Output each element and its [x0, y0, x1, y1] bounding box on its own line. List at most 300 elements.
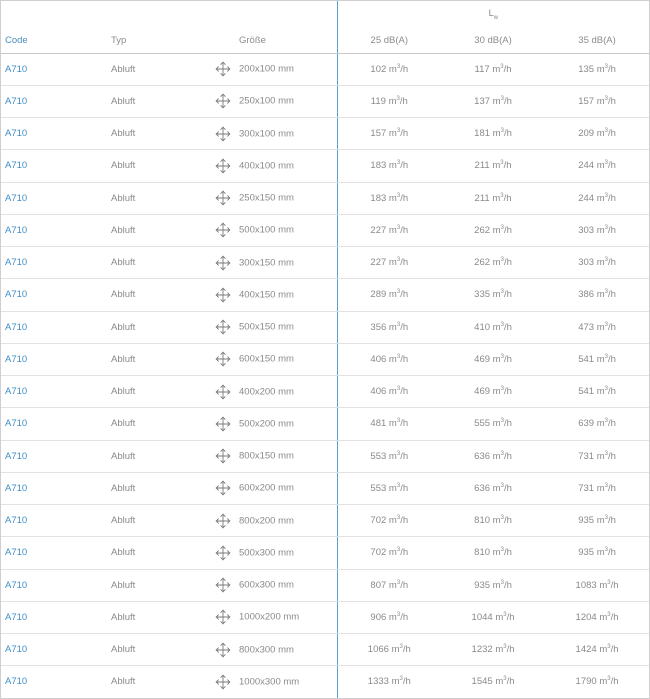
product-type: Abluft	[105, 537, 209, 569]
airflow-unit: $m^3/h$	[495, 644, 515, 656]
airflow-value: 102	[370, 63, 387, 75]
airflow-value: 639	[578, 418, 595, 430]
airflow-unit: $m^3/h$	[596, 128, 616, 140]
airflow-value: 1083	[575, 579, 597, 591]
product-size	[209, 85, 337, 117]
airflow-value: 183	[370, 160, 387, 172]
table-row	[1, 214, 649, 246]
table-row	[1, 666, 649, 698]
product-size	[209, 472, 337, 504]
airflow-25db	[337, 118, 441, 150]
airflow-unit: $m^3/h$	[492, 418, 512, 430]
airflow-value: 303	[578, 257, 595, 269]
airflow-unit: $m^3/h$	[596, 63, 616, 75]
product-type: Abluft	[105, 247, 209, 279]
product-code-link[interactable]: A710	[1, 118, 105, 150]
airflow-35db	[545, 247, 649, 279]
table-row	[1, 505, 649, 537]
airflow-35db	[545, 634, 649, 666]
airflow-value: 303	[578, 224, 595, 236]
airflow-value: 1545	[471, 676, 493, 688]
four-way-arrows-icon	[215, 319, 231, 335]
size-label: 250x150 mm	[239, 192, 294, 204]
product-size	[209, 569, 337, 601]
airflow-unit: $m^3/h$	[492, 482, 512, 494]
airflow-25db	[337, 214, 441, 246]
airflow-25db	[337, 182, 441, 214]
product-size	[209, 214, 337, 246]
product-size	[209, 634, 337, 666]
airflow-35db	[545, 118, 649, 150]
table-row	[1, 182, 649, 214]
airflow-30db	[441, 601, 545, 633]
airflow-30db	[441, 569, 545, 601]
four-way-arrows-icon	[215, 416, 231, 432]
product-type: Abluft	[105, 440, 209, 472]
size-label: 800x150 mm	[239, 450, 294, 462]
airflow-unit: $m^3/h$	[596, 289, 616, 301]
four-way-arrows-icon	[215, 577, 231, 593]
product-size	[209, 537, 337, 569]
size-label: 600x200 mm	[239, 482, 294, 494]
airflow-unit: $m^3/h$	[492, 192, 512, 204]
header-25db[interactable]: 25 dB(A)	[337, 28, 441, 53]
airflow-value: 1424	[575, 644, 597, 656]
size-label: 250x100 mm	[239, 95, 294, 107]
airflow-unit: $m^3/h$	[492, 257, 512, 269]
airflow-25db	[337, 150, 441, 182]
airflow-25db	[337, 601, 441, 633]
airflow-25db	[337, 343, 441, 375]
airflow-value: 935	[474, 579, 491, 591]
airflow-value: 1232	[471, 644, 493, 656]
airflow-30db	[441, 150, 545, 182]
product-code-link[interactable]: A710	[1, 182, 105, 214]
product-type: Abluft	[105, 85, 209, 117]
product-type: Abluft	[105, 182, 209, 214]
airflow-25db	[337, 247, 441, 279]
product-code-link[interactable]: A710	[1, 247, 105, 279]
airflow-unit: $m^3/h$	[388, 579, 409, 591]
product-type: Abluft	[105, 279, 209, 311]
size-label: 1000x300 mm	[239, 676, 300, 688]
airflow-value: 262	[474, 257, 491, 269]
airflow-value: 289	[370, 289, 387, 301]
airflow-unit: $m^3/h$	[388, 128, 409, 140]
airflow-25db	[337, 279, 441, 311]
product-code-link[interactable]: A710	[1, 505, 105, 537]
four-way-arrows-icon	[215, 190, 231, 206]
airflow-unit: $m^3/h$	[388, 257, 409, 269]
airflow-unit: $m^3/h$	[492, 386, 512, 398]
product-type: Abluft	[105, 118, 209, 150]
product-code-link[interactable]: A710	[1, 376, 105, 408]
airflow-30db	[441, 472, 545, 504]
airflow-value: 1044	[471, 611, 493, 623]
airflow-value: 157	[578, 95, 595, 107]
airflow-30db	[441, 408, 545, 440]
airflow-25db	[337, 408, 441, 440]
airflow-value: 410	[474, 321, 491, 333]
table-row	[1, 408, 649, 440]
airflow-25db	[337, 505, 441, 537]
size-label: 300x150 mm	[239, 257, 294, 269]
airflow-value: 227	[370, 257, 387, 269]
airflow-unit: $m^3/h$	[388, 160, 409, 172]
product-size	[209, 182, 337, 214]
airflow-value: 469	[474, 386, 491, 398]
header-code[interactable]: Code	[1, 28, 105, 53]
product-size	[209, 601, 337, 633]
airflow-35db	[545, 408, 649, 440]
airflow-unit: $m^3/h$	[596, 224, 616, 236]
product-size	[209, 666, 337, 698]
size-label: 800x300 mm	[239, 644, 294, 656]
size-label: 500x300 mm	[239, 547, 294, 559]
product-type: Abluft	[105, 343, 209, 375]
airflow-value: 731	[578, 450, 595, 462]
product-type: Abluft	[105, 408, 209, 440]
airflow-30db	[441, 182, 545, 214]
table-row	[1, 53, 649, 85]
airflow-value: 1790	[575, 676, 597, 688]
product-size	[209, 53, 337, 85]
airflow-35db	[545, 343, 649, 375]
airflow-unit: $m^3/h$	[596, 482, 616, 494]
airflow-value: 935	[578, 547, 595, 559]
airflow-unit: $m^3/h$	[596, 418, 616, 430]
airflow-value: 386	[578, 289, 595, 301]
airflow-value: 183	[370, 192, 387, 204]
four-way-arrows-icon	[215, 351, 231, 367]
product-size	[209, 343, 337, 375]
airflow-unit: $m^3/h$	[388, 289, 409, 301]
lw-subscript: w	[493, 14, 498, 21]
size-label: 800x200 mm	[239, 515, 294, 527]
airflow-value: 356	[370, 321, 387, 333]
airflow-unit: $m^3/h$	[492, 160, 512, 172]
airflow-unit: $m^3/h$	[388, 418, 409, 430]
airflow-30db	[441, 214, 545, 246]
airflow-unit: $m^3/h$	[388, 450, 409, 462]
airflow-value: 137	[474, 95, 491, 107]
airflow-30db	[441, 537, 545, 569]
product-type: Abluft	[105, 569, 209, 601]
airflow-30db	[441, 118, 545, 150]
airflow-value: 541	[578, 353, 595, 365]
table-row	[1, 537, 649, 569]
product-size	[209, 408, 337, 440]
four-way-arrows-icon	[215, 480, 231, 496]
airflow-unit: $m^3/h$	[596, 386, 616, 398]
airflow-unit: $m^3/h$	[596, 515, 616, 527]
airflow-35db	[545, 182, 649, 214]
size-label: 500x100 mm	[239, 224, 294, 236]
airflow-value: 119	[370, 95, 386, 107]
airflow-unit: $m^3/h$	[492, 450, 512, 462]
airflow-35db	[545, 53, 649, 85]
airflow-value: 935	[578, 515, 595, 527]
table-row	[1, 472, 649, 504]
airflow-25db	[337, 472, 441, 504]
size-label: 1000x200 mm	[239, 611, 300, 623]
airflow-25db	[337, 85, 441, 117]
size-label: 400x150 mm	[239, 289, 294, 301]
product-type: Abluft	[105, 601, 209, 633]
size-label: 300x100 mm	[239, 128, 294, 140]
airflow-value: 636	[474, 450, 491, 462]
airflow-unit: $m^3/h$	[492, 515, 512, 527]
group-header-spacer	[1, 1, 337, 28]
airflow-value: 209	[578, 128, 595, 140]
table-row	[1, 376, 649, 408]
airflow-unit: $m^3/h$	[492, 579, 512, 591]
airflow-35db	[545, 279, 649, 311]
airflow-value: 810	[474, 515, 491, 527]
table-row	[1, 85, 649, 117]
product-type: Abluft	[105, 634, 209, 666]
airflow-value: 636	[474, 482, 491, 494]
product-type: Abluft	[105, 472, 209, 504]
airflow-unit: $m^3/h$	[495, 611, 515, 623]
product-code-link[interactable]: A710	[1, 311, 105, 343]
product-code-link[interactable]: A710	[1, 343, 105, 375]
airflow-unit: $m^3/h$	[388, 224, 409, 236]
product-size	[209, 376, 337, 408]
size-label: 600x300 mm	[239, 579, 294, 591]
table-row	[1, 279, 649, 311]
product-type: Abluft	[105, 376, 209, 408]
table-row	[1, 343, 649, 375]
product-code-link[interactable]: A710	[1, 666, 105, 698]
airflow-value: 473	[578, 321, 595, 333]
airflow-value: 1333	[367, 676, 389, 688]
header-type[interactable]: Typ	[105, 28, 209, 53]
airflow-value: 181	[474, 128, 491, 140]
product-code-link[interactable]: A710	[1, 408, 105, 440]
airflow-value: 555	[474, 418, 491, 430]
product-code-link[interactable]: A710	[1, 279, 105, 311]
airflow-value: 541	[578, 386, 595, 398]
airflow-35db	[545, 569, 649, 601]
airflow-value: 906	[370, 611, 387, 623]
airflow-unit: $m^3/h$	[596, 192, 616, 204]
airflow-35db	[545, 150, 649, 182]
size-label: 400x100 mm	[239, 160, 294, 172]
product-type: Abluft	[105, 666, 209, 698]
airflow-35db	[545, 472, 649, 504]
table-row	[1, 247, 649, 279]
header-35db[interactable]: 35 dB(A)	[545, 28, 649, 53]
product-code-link[interactable]: A710	[1, 601, 105, 633]
airflow-unit: $m^3/h$	[596, 160, 616, 172]
sound-power-group-header	[337, 1, 649, 28]
airflow-value: 117	[474, 63, 490, 75]
size-label: 200x100 mm	[239, 63, 294, 75]
column-header-row	[1, 28, 649, 53]
airflow-25db	[337, 311, 441, 343]
size-label: 500x200 mm	[239, 418, 294, 430]
airflow-unit: $m^3/h$	[388, 95, 408, 107]
table-row	[1, 569, 649, 601]
size-label: 500x150 mm	[239, 321, 294, 333]
airflow-unit: $m^3/h$	[492, 289, 512, 301]
four-way-arrows-icon	[215, 609, 231, 625]
four-way-arrows-icon	[215, 126, 231, 142]
header-size[interactable]: Größe	[209, 28, 337, 53]
product-size	[209, 279, 337, 311]
airflow-unit: $m^3/h$	[388, 386, 409, 398]
product-code-link[interactable]: A710	[1, 85, 105, 117]
airflow-35db	[545, 601, 649, 633]
product-type: Abluft	[105, 505, 209, 537]
airflow-35db	[545, 376, 649, 408]
airflow-value: 227	[370, 224, 387, 236]
group-header-row	[1, 1, 649, 28]
airflow-unit: $m^3/h$	[596, 547, 616, 559]
airflow-unit: $m^3/h$	[492, 547, 512, 559]
table-row	[1, 150, 649, 182]
product-code-link[interactable]: A710	[1, 472, 105, 504]
airflow-unit: $m^3/h$	[388, 63, 409, 75]
airflow-value: 481	[370, 418, 387, 430]
table-body	[1, 53, 649, 698]
airflow-unit: $m^3/h$	[596, 353, 616, 365]
product-type: Abluft	[105, 53, 209, 85]
airflow-value: 807	[370, 579, 387, 591]
airflow-unit: $m^3/h$	[388, 192, 409, 204]
table-row	[1, 311, 649, 343]
airflow-value: 335	[474, 289, 491, 301]
product-size	[209, 118, 337, 150]
airflow-value: 262	[474, 224, 491, 236]
airflow-unit: $m^3/h$	[388, 515, 409, 527]
airflow-25db	[337, 666, 441, 698]
airflow-unit: $m^3/h$	[599, 611, 619, 623]
four-way-arrows-icon	[215, 384, 231, 400]
airflow-unit: $m^3/h$	[388, 482, 409, 494]
four-way-arrows-icon	[215, 158, 231, 174]
airflow-30db	[441, 53, 545, 85]
size-label: 400x200 mm	[239, 386, 294, 398]
airflow-unit: $m^3/h$	[599, 676, 619, 688]
airflow-value: 469	[474, 353, 491, 365]
airflow-35db	[545, 440, 649, 472]
airflow-unit: $m^3/h$	[599, 644, 619, 656]
airflow-unit: $m^3/h$	[492, 128, 512, 140]
airflow-value: 553	[370, 450, 387, 462]
airflow-30db	[441, 311, 545, 343]
airflow-unit: $m^3/h$	[599, 579, 619, 591]
airflow-unit: $m^3/h$	[388, 321, 409, 333]
airflow-35db	[545, 505, 649, 537]
airflow-30db	[441, 343, 545, 375]
product-size	[209, 150, 337, 182]
airflow-value: 211	[474, 160, 490, 172]
lw-symbol: L	[488, 8, 494, 19]
airflow-value: 157	[370, 128, 387, 140]
airflow-25db	[337, 53, 441, 85]
airflow-value: 810	[474, 547, 491, 559]
four-way-arrows-icon	[215, 513, 231, 529]
airflow-unit: $m^3/h$	[596, 450, 616, 462]
product-size	[209, 247, 337, 279]
airflow-value: 1204	[575, 611, 597, 623]
product-type: Abluft	[105, 150, 209, 182]
airflow-30db	[441, 440, 545, 472]
four-way-arrows-icon	[215, 674, 231, 690]
airflow-unit: $m^3/h$	[391, 644, 411, 656]
airflow-30db	[441, 505, 545, 537]
airflow-unit: $m^3/h$	[492, 224, 512, 236]
four-way-arrows-icon	[215, 93, 231, 109]
airflow-value: 731	[578, 482, 595, 494]
table-row	[1, 118, 649, 150]
four-way-arrows-icon	[215, 287, 231, 303]
airflow-35db	[545, 537, 649, 569]
airflow-value: 211	[474, 192, 490, 204]
four-way-arrows-icon	[215, 255, 231, 271]
product-code-link[interactable]: A710	[1, 569, 105, 601]
airflow-25db	[337, 440, 441, 472]
product-code-link[interactable]: A710	[1, 440, 105, 472]
airflow-unit: $m^3/h$	[596, 321, 616, 333]
header-30db[interactable]: 30 dB(A)	[441, 28, 545, 53]
product-type: Abluft	[105, 214, 209, 246]
airflow-30db	[441, 279, 545, 311]
airflow-unit: $m^3/h$	[492, 63, 512, 75]
airflow-unit: $m^3/h$	[596, 95, 616, 107]
airflow-25db	[337, 537, 441, 569]
airflow-value: 244	[578, 192, 595, 204]
product-code-link[interactable]: A710	[1, 214, 105, 246]
airflow-value: 702	[370, 547, 387, 559]
airflow-30db	[441, 376, 545, 408]
airflow-unit: $m^3/h$	[492, 321, 512, 333]
product-type: Abluft	[105, 311, 209, 343]
product-code-link[interactable]: A710	[1, 53, 105, 85]
table-row	[1, 601, 649, 633]
airflow-value: 135	[578, 63, 595, 75]
airflow-unit: $m^3/h$	[492, 95, 512, 107]
airflow-30db	[441, 247, 545, 279]
airflow-35db	[545, 214, 649, 246]
airflow-value: 244	[578, 160, 595, 172]
airflow-25db	[337, 634, 441, 666]
airflow-value: 406	[370, 386, 387, 398]
table-row	[1, 634, 649, 666]
four-way-arrows-icon	[215, 642, 231, 658]
four-way-arrows-icon	[215, 222, 231, 238]
airflow-30db	[441, 85, 545, 117]
airflow-value: 406	[370, 353, 387, 365]
product-code-link[interactable]: A710	[1, 634, 105, 666]
airflow-unit: $m^3/h$	[492, 353, 512, 365]
product-code-link[interactable]: A710	[1, 150, 105, 182]
size-label: 600x150 mm	[239, 353, 294, 365]
four-way-arrows-icon	[215, 545, 231, 561]
four-way-arrows-icon	[215, 61, 231, 77]
airflow-unit: $m^3/h$	[388, 611, 409, 623]
airflow-35db	[545, 311, 649, 343]
product-code-link[interactable]: A710	[1, 537, 105, 569]
airflow-unit: $m^3/h$	[388, 353, 409, 365]
product-size	[209, 505, 337, 537]
airflow-value: 702	[370, 515, 387, 527]
airflow-unit: $m^3/h$	[495, 676, 515, 688]
product-size	[209, 440, 337, 472]
airflow-unit: $m^3/h$	[391, 676, 411, 688]
